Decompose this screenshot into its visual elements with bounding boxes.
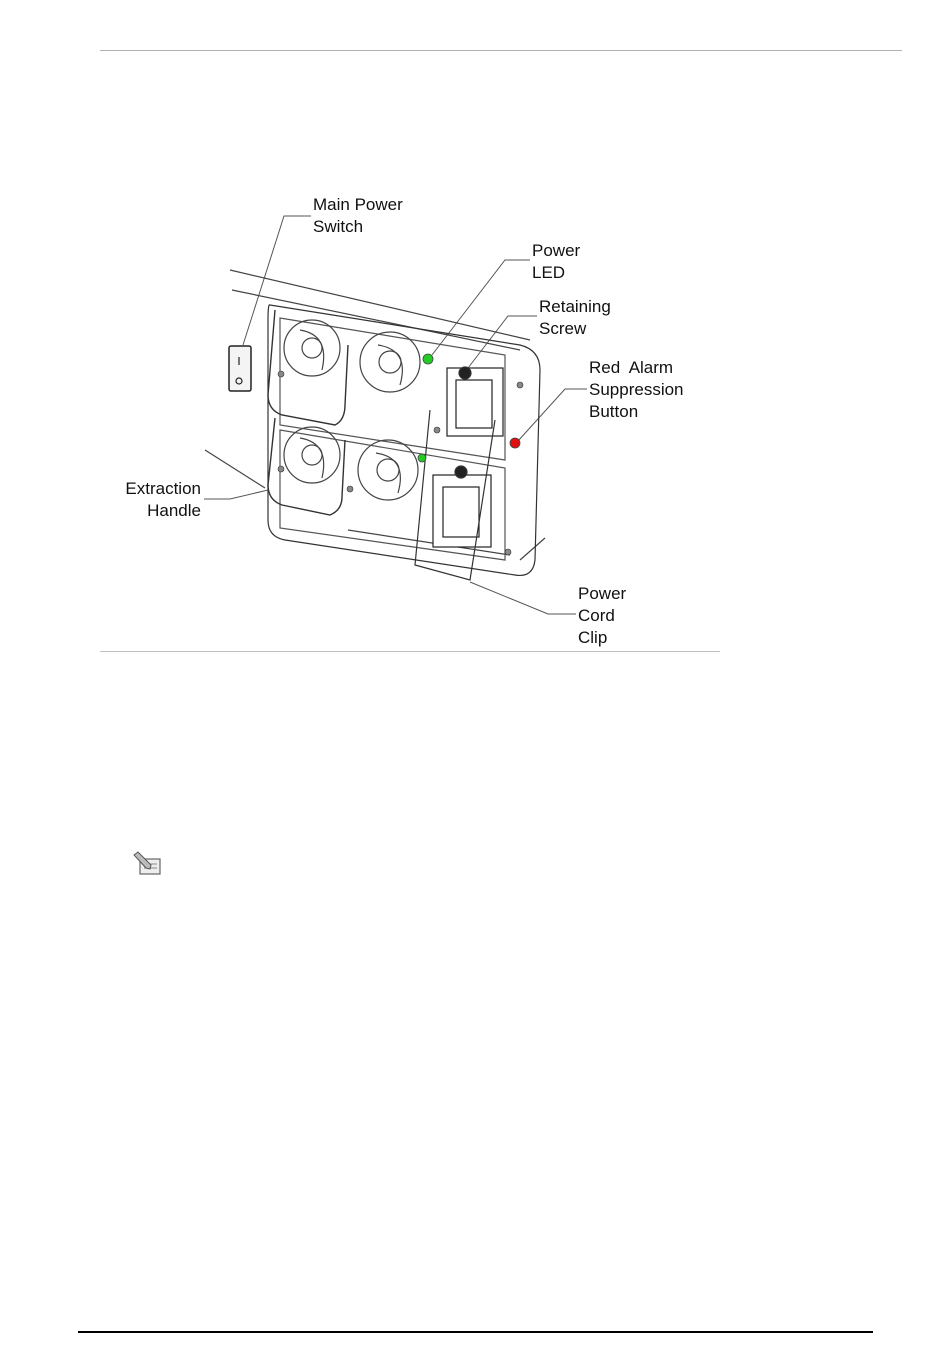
label-line: Retaining (539, 297, 611, 316)
label-line: Clip (578, 628, 608, 647)
label-line: Extraction (125, 479, 201, 498)
red-alarm-suppression-button[interactable] (510, 438, 520, 448)
label-line: Suppression (589, 380, 684, 399)
label-line: Button (589, 402, 639, 421)
figure-bottom-rule (100, 651, 720, 652)
label-line: Red Alarm (589, 358, 674, 377)
footer-rule (78, 1331, 873, 1333)
label-line: Handle (147, 501, 201, 520)
label-line: LED (532, 263, 566, 282)
label-line: Switch (313, 217, 364, 236)
label-main-power-switch (313, 194, 403, 238)
main-power-switch[interactable] (229, 346, 251, 391)
label-extraction-handle (100, 478, 201, 522)
label-line: Power (578, 584, 627, 603)
label-line: Cord (578, 606, 615, 625)
label-line: Power (532, 241, 581, 260)
fans (284, 320, 420, 500)
leader-lines (204, 216, 587, 614)
power-led-upper (423, 354, 433, 364)
retaining-screw-lower (455, 466, 467, 478)
retaining-screw-upper (459, 367, 471, 379)
label-power-led (532, 240, 580, 284)
label-retaining-screw (539, 296, 611, 340)
label-line: Main Power (313, 195, 403, 214)
label-red-alarm-suppression-button (589, 357, 684, 423)
note-pencil-icon (131, 851, 163, 877)
power-led-lower (418, 454, 426, 462)
label-power-cord-clip (578, 583, 626, 649)
label-line: Screw (539, 319, 587, 338)
